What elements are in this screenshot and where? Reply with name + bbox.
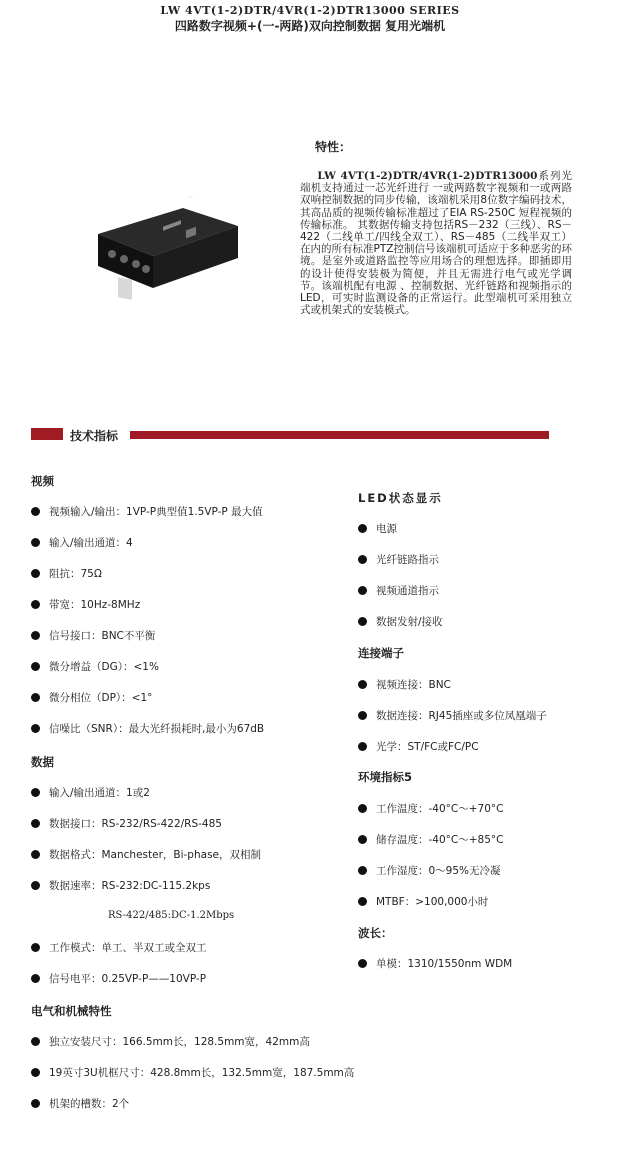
- bullet-icon: [358, 680, 367, 689]
- list-item: 工作温度：-40°C～+70°C: [358, 801, 503, 816]
- bullet-icon: [31, 788, 40, 797]
- list-item: 机架的槽数：2个: [31, 1096, 129, 1111]
- list-item: 数据发射/接收: [358, 614, 443, 629]
- page-title-english: LW 4VT(1-2)DTR/4VR(1-2)DTR13000 SERIES: [160, 4, 460, 17]
- bullet-icon: [31, 1037, 40, 1046]
- list-item: 光纤链路指示: [358, 552, 439, 567]
- bullet-icon: [358, 711, 367, 720]
- bullet-icon: [31, 881, 40, 890]
- list-item: 独立安装尺寸：166.5mm长，128.5mm宽，42mm高: [31, 1034, 310, 1049]
- bullet-icon: [31, 974, 40, 983]
- bullet-icon: [358, 959, 367, 968]
- bullet-icon: [31, 538, 40, 547]
- list-item: 单模：1310/1550nm WDM: [358, 956, 512, 971]
- spec-bar-right: [130, 431, 549, 439]
- wavelength-heading: 波长：: [358, 926, 393, 940]
- bullet-icon: [358, 835, 367, 844]
- spec-bar-label: 技术指标: [70, 429, 119, 443]
- list-item: 视频输入/输出：1VP-P典型值1.5VP-P 最大值: [31, 504, 263, 519]
- list-item: 阻抗：75Ω: [31, 566, 102, 581]
- terminals-heading: 连接端子: [358, 646, 404, 660]
- mech-heading: 电气和机械特性: [31, 1004, 112, 1018]
- list-item: 信噪比（SNR）：最大光纤损耗时,最小为67dB: [31, 721, 264, 736]
- bullet-icon: [31, 600, 40, 609]
- list-item: 带宽：10Hz-8MHz: [31, 597, 140, 612]
- bullet-icon: [31, 1099, 40, 1108]
- list-item: 视频通道指示: [358, 583, 439, 598]
- list-item: 数据格式：Manchester，Bi-phase，双相制: [31, 847, 261, 862]
- list-item: 电源: [358, 521, 397, 536]
- list-item: 输入/输出通道：1或2: [31, 785, 150, 800]
- list-item: 微分增益（DG）：<1%: [31, 659, 159, 674]
- list-item: 工作湿度：0～95%无冷凝: [358, 863, 501, 878]
- data-rate-continuation: RS-422/485:DC-1.2Mbps: [108, 910, 235, 921]
- bullet-icon: [358, 555, 367, 564]
- bullet-icon: [358, 804, 367, 813]
- env-heading: 环境指标5: [358, 770, 413, 784]
- list-item: 数据接口：RS-232/RS-422/RS-485: [31, 816, 222, 831]
- spec-bar-left: [31, 428, 63, 440]
- features-description: [300, 170, 572, 316]
- product-image: [88, 196, 248, 306]
- list-item: 信号电平：0.25VP-P——10VP-P: [31, 971, 206, 986]
- bullet-icon: [358, 524, 367, 533]
- bullet-icon: [31, 819, 40, 828]
- list-item: MTBF：>100,000小时: [358, 894, 488, 909]
- features-heading: 特性：: [315, 140, 352, 154]
- features-model: LW 4VT(1-2)DTR/4VR(1-2)DTR13000: [317, 170, 538, 182]
- bullet-icon: [31, 631, 40, 640]
- list-item: 数据连接：RJ45插座或多位凤凰端子: [358, 708, 547, 723]
- data-heading: 数据: [31, 755, 54, 769]
- video-heading: 视频: [31, 474, 54, 488]
- list-item: 工作模式：单工、半双工或全双工: [31, 940, 207, 955]
- list-item: 储存温度：-40°C～+85°C: [358, 832, 503, 847]
- list-item: 数据速率：RS-232:DC-115.2kps: [31, 878, 210, 893]
- bullet-icon: [31, 1068, 40, 1077]
- list-item: 光学：ST/FC或FC/PC: [358, 739, 479, 754]
- bullet-icon: [31, 662, 40, 671]
- bullet-icon: [31, 507, 40, 516]
- bullet-icon: [31, 569, 40, 578]
- list-item: 微分相位（DP）：<1°: [31, 690, 152, 705]
- led-heading: LED状态显示: [358, 491, 443, 505]
- bullet-icon: [358, 897, 367, 906]
- features-body: 系列光端机支持通过一芯光纤进行 一或两路数字视频和一或两路双响控制数据的同步传输，该端机采用8位数字编码技术，其高品质的视频传输标准超过了EIA RS-250C 短程视频的传输标准。 其数据传输支持包括RS－232（三线）、RS－422（二线单工/四线全双工）、RS－485（二线半双工）在内的所有标准PTZ控制信号该端机可适应于多种恶劣的环境。是室外或道路监控等应用场合的理想选择。即插即用的设计使得安装极为简便，并且无需进行电气或光学调节。该端机配有电源 、控制数据、光纤链路和视频指示的 LED，可实时监测设备的正常运行。此型端机可采用独立式或机架式的安装模式。: [300, 170, 572, 317]
- bullet-icon: [31, 724, 40, 733]
- bullet-icon: [358, 586, 367, 595]
- bullet-icon: [31, 943, 40, 952]
- list-item: 19英寸3U机框尺寸：428.8mm长，132.5mm宽，187.5mm高: [31, 1065, 354, 1080]
- bullet-icon: [31, 693, 40, 702]
- list-item: 信号接口：BNC不平衡: [31, 628, 155, 643]
- bullet-icon: [358, 866, 367, 875]
- list-item: 视频连接：BNC: [358, 677, 451, 692]
- bullet-icon: [358, 742, 367, 751]
- bullet-icon: [31, 850, 40, 859]
- bullet-icon: [358, 617, 367, 626]
- page-title-chinese: 四路数字视频+(一-两路)双向控制数据 复用光端机: [174, 19, 446, 33]
- list-item: 输入/输出通道：4: [31, 535, 133, 550]
